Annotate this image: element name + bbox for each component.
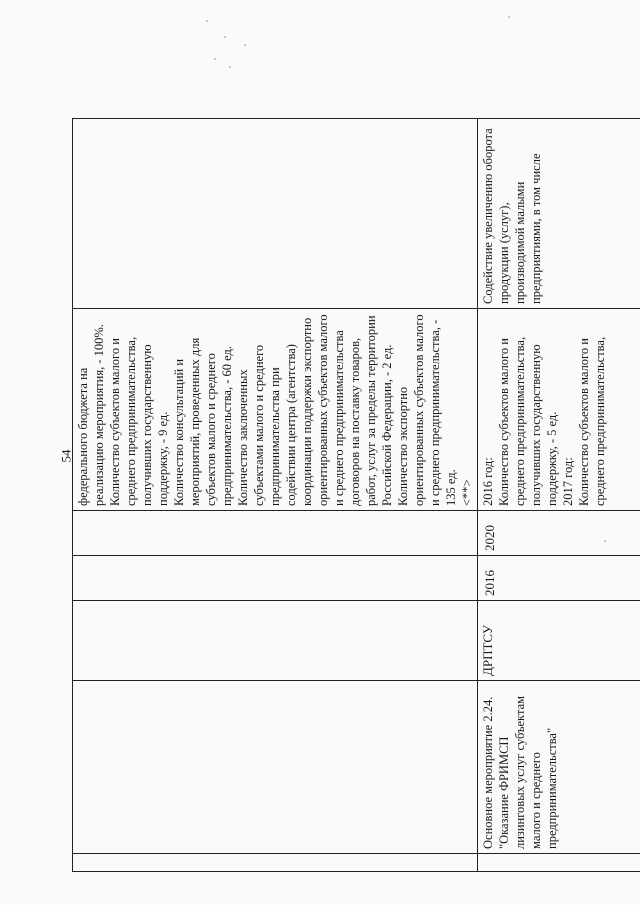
cell-indicators-lower [478,309,640,511]
table-row-upper [73,119,478,872]
page-number: 54 [58,449,74,463]
cell-executor-lower [478,601,640,681]
table-row-lower [478,119,640,872]
result-text: Содействие увеличению оборота продукции (услуг), производимой малыми предприятиями, в том числе [481,128,543,304]
executor-code: ДРПТСУ [480,624,495,676]
cell-name-upper [73,681,478,854]
cell-end-lower [478,511,640,556]
program-table [72,118,640,872]
cell-start-lower [478,556,640,601]
start-year: 2016 [482,570,497,596]
indicators-text-lower: 2016 год: Количество субъектов малого и среднего предпринимательства, получивших государственную поддержку, - 5 ед. 2017 год: Количество субъектов малого и среднего предпринимательства, [481,336,607,506]
cell-indicators-upper [73,309,478,511]
indicators-text-upper: федерального бюджета на реализацию мероприятия, - 100%. Количество субъектов малого и среднего предпринимательства, получивших государственную поддержку, - 9 ед. Количество консультаций и мероприятий, проведенных для субъектов малого и среднего предпринимательства, - 60 ед. Количество заключенных субъектами малого и среднего предпринимательства при содействии центра (агентства) координации поддержки экспортно ориентированных субъектов малого и среднего предпринимательства договоров на поставку товаров, работ, услуг за пределы территории Российской Федерации, - 2 ед. Количество экспортно ориентированных субъектов малого и среднего предпринимательства, - 135 ед. <**> [76,314,474,506]
cell-result-lower [478,119,640,309]
cell-start-upper [73,556,478,601]
cell-executor-upper [73,601,478,681]
end-year: 2020 [482,525,497,551]
cell-name-lower [478,681,640,854]
cell-end-upper [73,511,478,556]
cell-blank-left [73,854,478,872]
cell-blank-left [478,854,640,872]
event-name: Основное мероприятие 2.24. "Оказание ФРИМСП лизинговых услуг субъектам малого и среднего предпринимательства" [481,695,559,849]
rotated-table-wrapper [72,119,607,872]
cell-result-upper [73,119,478,309]
